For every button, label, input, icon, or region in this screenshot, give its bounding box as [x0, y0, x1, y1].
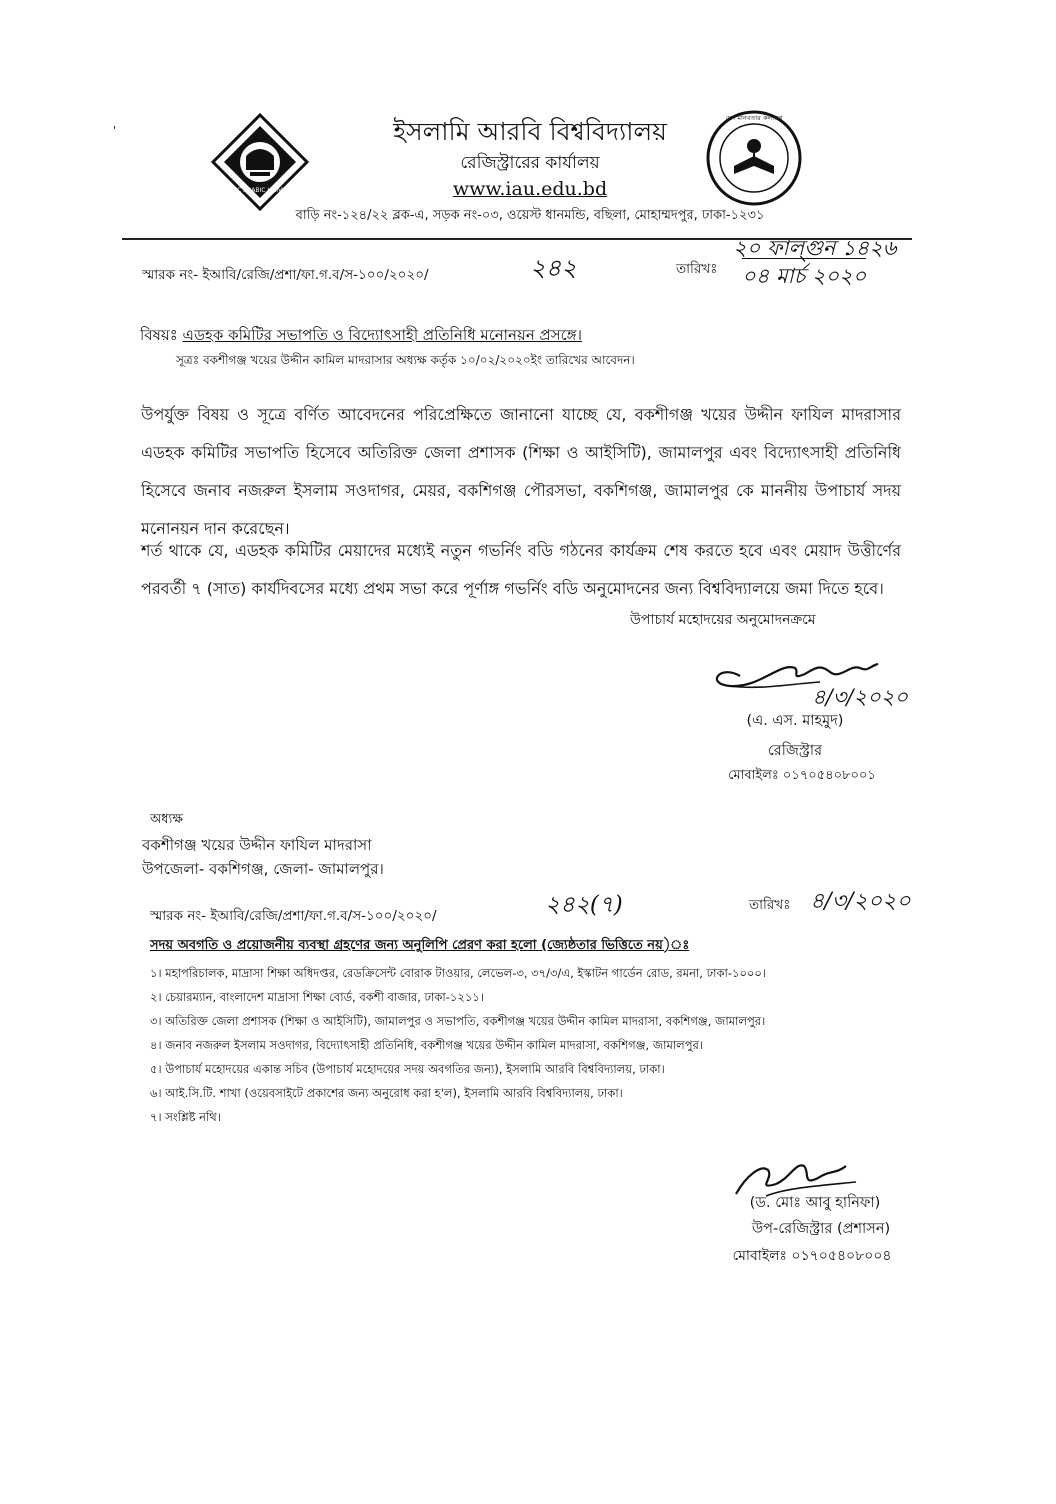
- memo2-date-label: তারিখঃ: [749, 897, 791, 913]
- university-logo-text: ISLAMIC ARABIC UNIVERSITY: [217, 187, 303, 194]
- memo2-number: ২৪২(৭): [545, 892, 623, 918]
- memo2-date: ৪/৩/২০২০: [810, 889, 911, 914]
- memo2-label: স্মারক নং- ইআবি/রেজি/প্রশা/ফা.গ.ব/স-১০০/২০২০/: [150, 908, 437, 924]
- date-bangla: ২০ ফাল্গুন ১৪২৬: [733, 236, 897, 260]
- registrar-mobile: মোবাইলঃ ০১৭০৫৪০৮০০১: [728, 768, 876, 783]
- reference-line: সূত্রঃ বকশীগঞ্জ খয়ের উদ্দীন কামিল মাদরাসার অধ্যক্ষ কর্তৃক ১০/০২/২০২০ইং তারিখের আবেদন।: [176, 353, 635, 367]
- registrar-signature: [700, 654, 920, 710]
- copies-list: [150, 962, 766, 1130]
- deputy-registrar-mobile: মোবাইলঃ ০১৭০৫৪০৮০০৪: [732, 1248, 892, 1264]
- copy-item: ৪। জনাব নজরুল ইসলাম সওদাগর, বিদ্যোৎসাহী প্রতিনিধি, বকশীগঞ্জ খয়ের উদ্দীন কামিল মাদরাসা, বকশিগঞ্জ, জামালপুর।: [150, 1038, 703, 1052]
- body-paragraph-2: শর্ত থাকে যে, এডহক কমিটির মেয়াদের মধ্যেই নতুন গভর্নিং বডি গঠনের কার্যক্রম শেষ করতে হবে এবং মেয়াদ উত্তীর্ণের পরবর্তী ৭ (সাত) কার্যদিবসের মধ্যে প্রথম সভা করে পূর্ণাঙ্গ গভর্নিং বডি অনুমোদনের জন্য বিশ্ববিদ্যালয়ে জমা দিতে হবে।: [141, 541, 901, 598]
- subject-line: [140, 324, 582, 349]
- margin-mark: ': [113, 124, 117, 137]
- registrar-title: রেজিস্ট্রার: [767, 743, 823, 759]
- copy-item: ২। চেয়ারম্যান, বাংলাদেশ মাদ্রাসা শিক্ষা বোর্ড, বকশী বাজার, ঢাকা-১২১১।: [150, 990, 484, 1004]
- copy-item: ৬। আই.সি.টি. শাখা (ওয়েবসাইটে প্রকাশের জন্য অনুরোধ করা হ'ল), ইসলামি আরবি বিশ্ববিদ্যালয়, ঢাকা।: [150, 1086, 623, 1100]
- date-english: ০৪ মার্চ ২০২০: [742, 258, 866, 295]
- copy-item: ৫। উপাচার্য মহোদয়ের একান্ত সচিব (উপাচার্য মহোদয়ের সদয় অবগতির জন্য), ইসলামি আরবি বিশ্ববিদ্যালয়, ঢাকা।: [150, 1062, 665, 1076]
- subject-text: এডহক কমিটির সভাপতি ও বিদ্যোৎসাহী প্রতিনিধি মনোনয়ন প্রসঙ্গে।: [182, 326, 582, 344]
- date-label: তারিখঃ: [676, 261, 718, 277]
- university-name: ইসলামি আরবি বিশ্ববিদ্যালয়: [393, 117, 667, 146]
- seal-logo-text: দেশ মানবতার কল্যাণে: [725, 114, 783, 122]
- subject-label: বিষয়ঃ: [140, 326, 178, 344]
- university-logo: [210, 112, 310, 212]
- seal-logo: [704, 108, 804, 208]
- recipient-title: অধ্যক্ষ: [150, 812, 183, 827]
- body-paragraph-1: উপর্যুক্ত বিষয় ও সূত্রে বর্ণিত আবেদনের পরিপ্রেক্ষিতে জানানো যাচ্ছে যে, বকশীগঞ্জ খয়ের উদ্দীন ফাযিল মাদরাসার এডহক কমিটির সভাপতি হিসেবে অতিরিক্ত জেলা প্রশাসক (শিক্ষা ও আইসিটি), জামালপুর এবং বিদ্যোৎসাহী প্রতিনিধি হিসেবে জনাব নজরুল ইসলাম সওদাগর, মেয়র, বকশিগঞ্জ পৌরসভা, বকশিগঞ্জ, জামালপুর কে মাননীয় উপাচার্য সদয় মনোনয়ন দান করেছেন।: [141, 405, 901, 538]
- copies-heading: সদয় অবগতি ও প্রয়োজনীয় ব্যবস্থা গ্রহণের জন্য অনুলিপি প্রেরণ করা হলো (জ্যেষ্ঠতার ভিত্তিতে নয়)ঃ: [150, 938, 690, 953]
- memo-label: স্মারক নং- ইআবি/রেজি/প্রশা/ফা.গ.ব/স-১০০/২০২০/: [142, 267, 429, 283]
- recipient-location: উপজেলা- বকশিগঞ্জ, জেলা- জামালপুর।: [142, 860, 384, 878]
- copy-item: ৩। অতিরিক্ত জেলা প্রশাসক (শিক্ষা ও আইসিটি), জামালপুর ও সভাপতি, বকশীগঞ্জ খয়ের উদ্দীন কামিল মাদরাসা, বকশিগঞ্জ, জামালপুর।: [150, 1014, 766, 1028]
- registrar-name: (এ. এস. মাহমুদ): [746, 713, 844, 729]
- signature-date: ৪/৩/২০২০: [812, 685, 909, 709]
- recipient-institution: বকশীগঞ্জ খয়ের উদ্দীন ফাযিল মাদরাসা: [142, 836, 372, 854]
- approval-line: উপাচার্য মহোদয়ের অনুমোদনক্রমে: [630, 612, 816, 628]
- office-name: রেজিস্ট্রারের কার্যালয়: [460, 153, 600, 173]
- deputy-registrar-name: (ড. মোঃ আবু হানিফা): [749, 1195, 881, 1211]
- deputy-registrar-title: উপ-রেজিস্ট্রার (প্রশাসন): [751, 1221, 891, 1237]
- memo-number: ২৪২: [530, 254, 577, 282]
- website-link[interactable]: www.iau.edu.bd: [452, 178, 608, 200]
- copy-item: ৭। সংশ্লিষ্ট নথি।: [150, 1110, 221, 1124]
- office-address: বাড়ি নং-১২৪/২২ ব্লক-এ, সড়ক নং-০৩, ওয়েস্ট ধানমন্ডি, বছিলা, মোহাম্মদপুর, ঢাকা-১২৩১: [295, 208, 765, 223]
- copy-item: ১। মহাপরিচালক, মাদ্রাসা শিক্ষা অধিদপ্তর, রেডক্রিসেন্ট বোরাক টাওয়ার, লেভেল-৩, ৩৭/৩/এ, ইস্কাটন গার্ডেন রোড, রমনা, ঢাকা-১০০০।: [150, 966, 766, 980]
